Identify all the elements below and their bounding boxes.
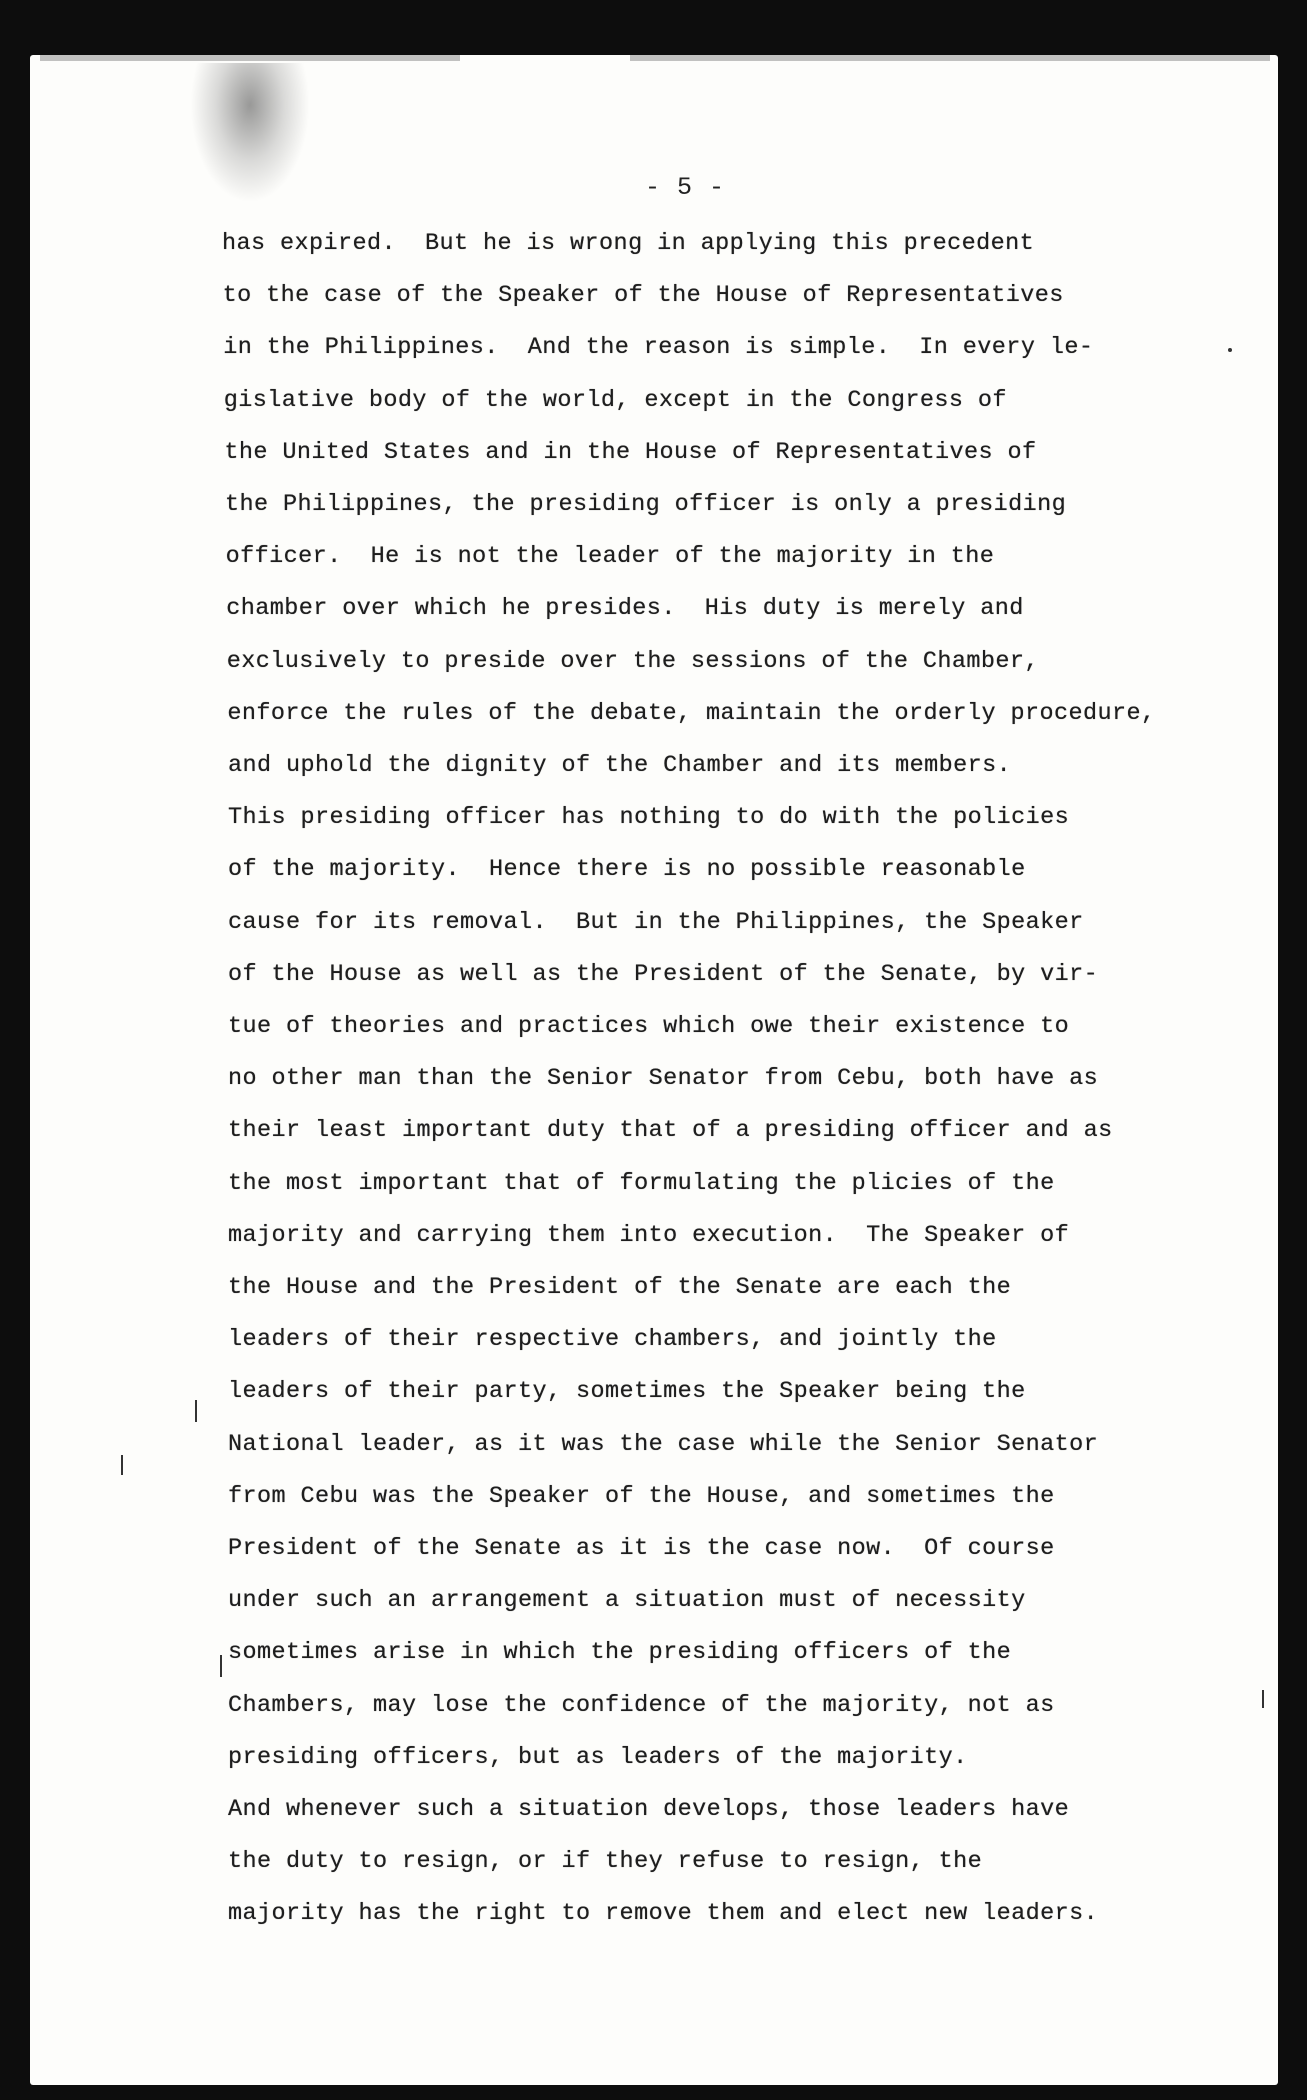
ink-smudge	[190, 63, 310, 203]
text-line: their least important duty that of a presiding officer and as	[228, 1117, 1113, 1145]
text-line: tue of theories and practices which owe their existence to	[228, 1013, 1070, 1040]
text-line: Chambers, may lose the confidence of the majority, not as	[228, 1691, 1055, 1719]
margin-tick	[1262, 1690, 1264, 1708]
margin-dot	[1228, 348, 1232, 352]
text-line: And whenever such a situation develops, those leaders have	[228, 1796, 1070, 1823]
text-line: the most important that of formulating the plicies of the	[228, 1169, 1055, 1197]
text-line: presiding officers, but as leaders of the majority.	[228, 1743, 968, 1771]
text-line: gislative body of the world, except in the Congress of	[223, 386, 1007, 414]
text-line: cause for its removal. But in the Philippines, the Speaker	[228, 908, 1084, 936]
text-line: leaders of their respective chambers, and jointly the	[228, 1326, 997, 1354]
page-edge-shadow	[40, 55, 460, 61]
text-line: majority has the right to remove them and elect new leaders.	[228, 1900, 1099, 1928]
page-number: - 5 -	[645, 173, 726, 202]
text-line: exclusively to preside over the sessions of the Chamber,	[226, 647, 1039, 675]
text-line: the duty to resign, or if they refuse to resign, the	[228, 1848, 983, 1876]
text-line: National leader, as it was the case while the Senior Senator	[228, 1430, 1099, 1458]
text-line: of the House as well as the President of the Senate, by vir-	[228, 960, 1099, 988]
text-line: no other man than the Senior Senator from Cebu, both have as	[228, 1065, 1099, 1093]
text-line: leaders of their party, sometimes the Speaker being the	[228, 1378, 1026, 1406]
margin-tick	[121, 1455, 123, 1475]
text-line: majority and carrying them into execution. The Speaker of	[228, 1221, 1070, 1249]
page-edge-shadow	[630, 55, 1270, 61]
text-line: the House and the President of the Senate are each the	[228, 1274, 1012, 1301]
document-page	[30, 55, 1278, 2085]
text-line: and uphold the dignity of the Chamber and its members.	[228, 752, 1012, 779]
text-line: enforce the rules of the debate, maintain the orderly procedure,	[227, 699, 1156, 727]
text-line: under such an arrangement a situation must of necessity	[228, 1587, 1026, 1615]
text-line: This presiding officer has nothing to do with the policies	[228, 804, 1070, 832]
text-line: has expired. But he is wrong in applying this precedent	[222, 230, 1035, 257]
text-line: to the case of the Speaker of the House of Representatives	[222, 282, 1064, 310]
text-line: the Philippines, the presiding officer is only a presiding	[225, 491, 1067, 518]
text-line: the United States and in the House of Representatives of	[224, 438, 1037, 466]
text-line: from Cebu was the Speaker of the House, and sometimes the	[228, 1482, 1055, 1510]
margin-tick	[220, 1655, 222, 1677]
margin-tick	[195, 1400, 197, 1422]
text-line: in the Philippines. And the reason is simple. In every le-	[223, 334, 1094, 362]
text-line: sometimes arise in which the presiding officers of the	[228, 1639, 1012, 1667]
text-line: chamber over which he presides. His duty is merely and	[226, 595, 1024, 623]
text-line: officer. He is not the leader of the majority in the	[225, 543, 995, 571]
text-line: of the majority. Hence there is no possible reasonable	[228, 856, 1026, 884]
text-line: President of the Senate as it is the case now. Of course	[228, 1535, 1055, 1562]
